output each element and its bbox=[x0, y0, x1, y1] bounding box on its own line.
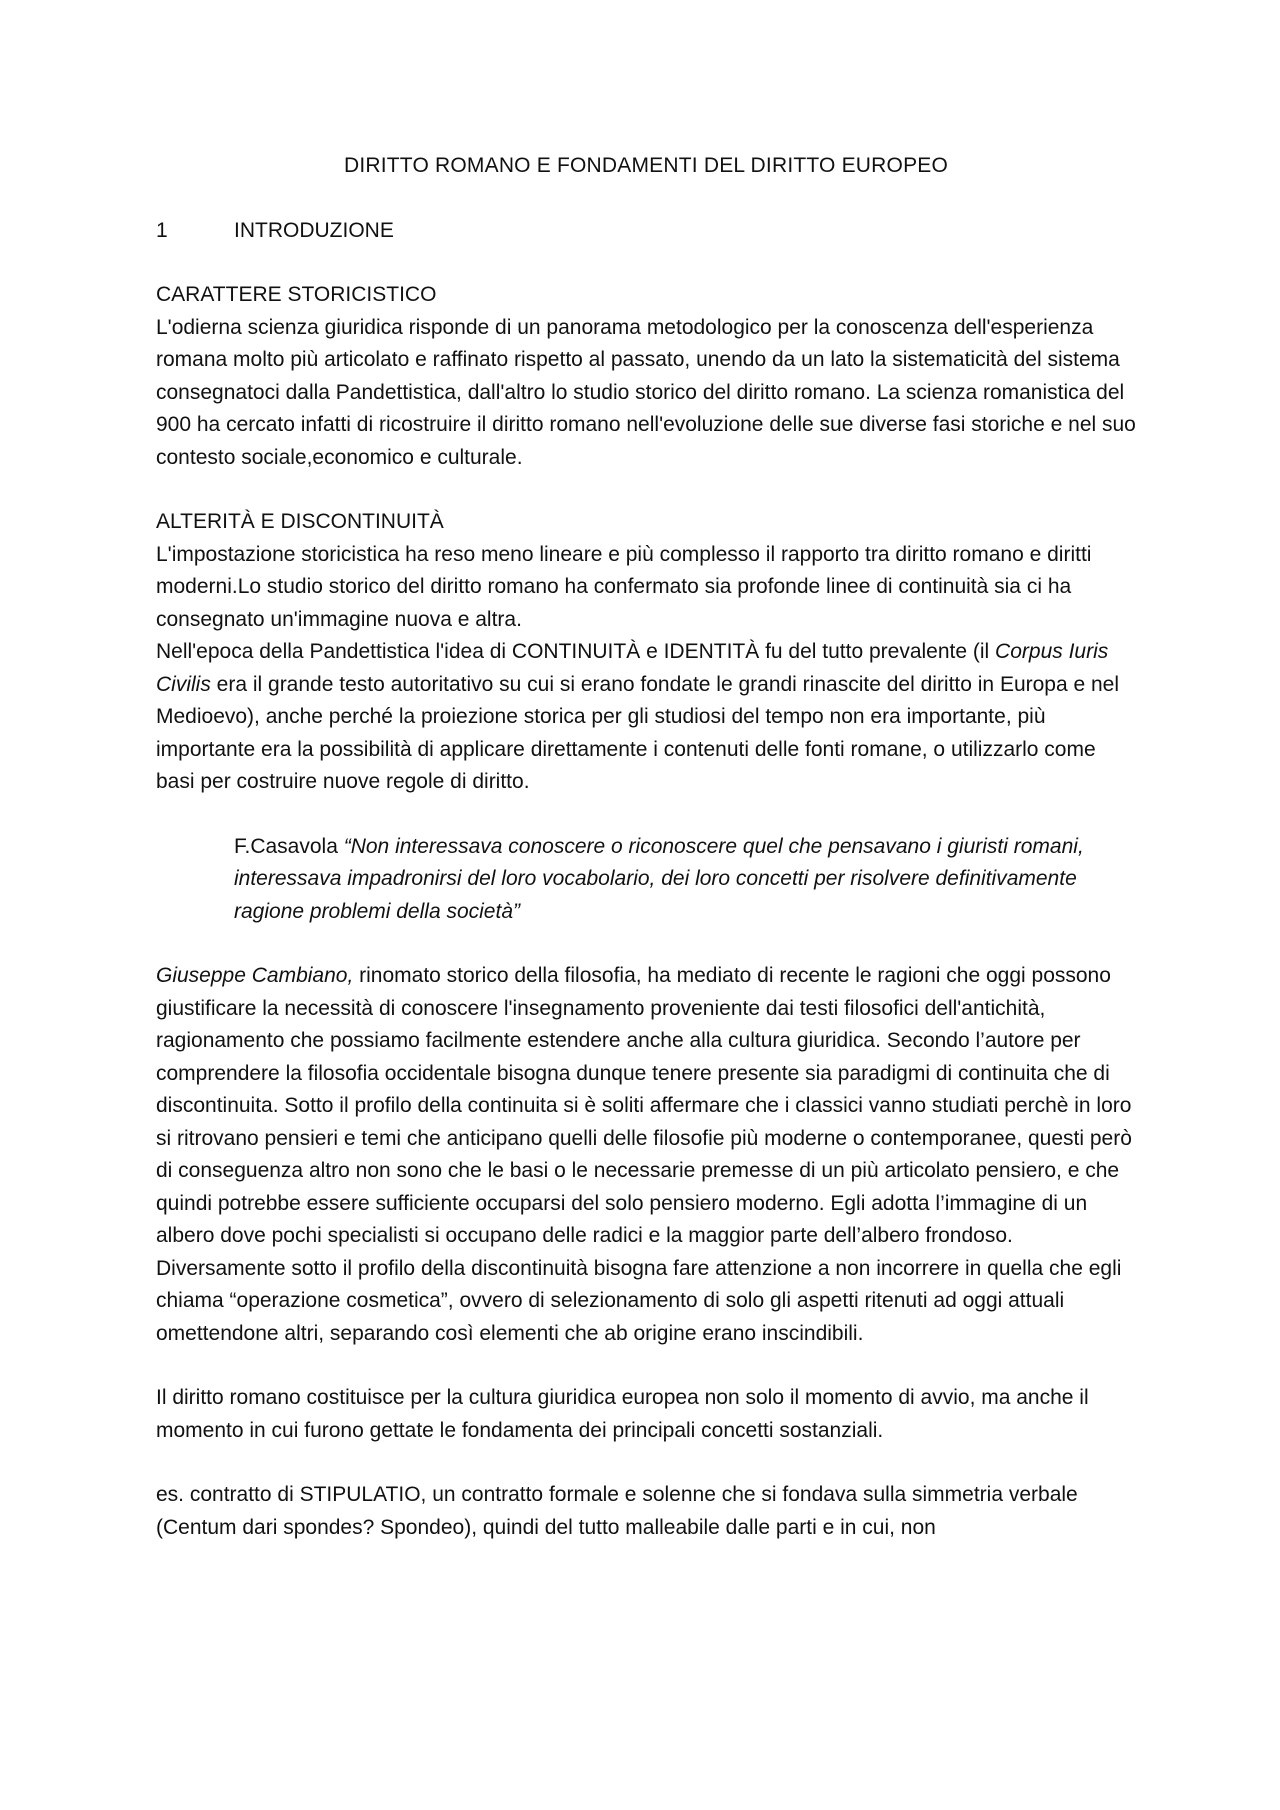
cambiano-name: Giuseppe Cambiano, bbox=[156, 964, 354, 987]
corpus-iuris-civilis: Corpus Iuris Civilis bbox=[156, 640, 1109, 696]
section-number: 1 bbox=[156, 218, 168, 242]
quote-author: F.Casavola bbox=[234, 834, 344, 858]
paragraph-stipulatio: es. contratto di STIPULATIO, un contratto formale e solenne che si fondava sulla simmetria verbale (Centum dari spondes? Spondeo), quindi del tutto malleabile dalle parti e in cui, non bbox=[156, 1483, 1078, 1539]
paragraph-alterita-2 bbox=[156, 636, 1136, 799]
paragraph-alterita-1: L'impostazione storicistica ha reso meno lineare e più complesso il rapporto tra diritto romano e diritti moderni.Lo studio storico del diritto romano ha confermato sia profonde linee di continuità sia ci ha consegnato un'immagine nuova e altra. bbox=[156, 542, 1092, 631]
paragraph-storicistico: L'odierna scienza giuridica risponde di un panorama metodologico per la conoscenza dell'esperienza romana molto più articolato e raffinato rispetto al passato, unendo da un lato la sistematicità del sistema consegnatoci dalla Pandettistica, dall'altro lo studio storico del diritto romano. La scienza romanistica del 900 ha cercato infatti di ricostruire il diritto romano nell'evoluzione delle sue diverse fasi storiche e nel suo contesto sociale,economico e culturale. bbox=[156, 315, 1136, 469]
subheading-alterita-discontinuita: ALTERITÀ E DISCONTINUITÀ bbox=[156, 510, 444, 533]
paragraph-avvio: Il diritto romano costituisce per la cultura giuridica europea non solo il momento di avvio, ma anche il momento in cui furono gettate le fondamenta dei principali concetti sostanziali. bbox=[156, 1386, 1089, 1442]
quote-text: “Non interessava conoscere o riconoscere quel che pensavano i giuristi romani, interessava impadronirsi del loro vocabolario, dei loro concetti per risolvere definitivamente ragione problemi della società” bbox=[234, 834, 1084, 923]
subheading-carattere-storicistico: CARATTERE STORICISTICO bbox=[156, 283, 437, 306]
paragraph-cambiano bbox=[156, 960, 1136, 1350]
document-title: DIRITTO ROMANO E FONDAMENTI DEL DIRITTO EUROPEO bbox=[343, 154, 949, 177]
paragraph-cambiano-body: rinomato storico della filosofia, ha mediato di recente le ragioni che oggi possono giustificare la necessità di conoscere l'insegnamento proveniente dai testi filosofici dell'antichità, ragionamento che possiamo facilmente estendere anche alla cultura giuridica. Secondo l’autore per comprendere la filosofia occidentale bisogna dunque tenere presente sia paradigmi di continuita che di discontinuita. Sotto il profilo della continuita si è soliti affermare che i classici vanno studiati perchè in loro si ritrovano pensieri e temi che anticipano quelli delle filosofie più moderne o contemporanee, questi però di conseguenza altro non sono che le basi o le necessarie premesse di un più articolato pensiero, e che quindi potrebbe essere sufficiente occuparsi del solo pensiero moderno. Egli adotta l’immagine di un albero dove pochi specialisti si occupano delle radici e la maggior parte dell’albero frondoso. Diversamente sotto il profilo della discontinuità bisogna fare attenzione a non incorrere in quella che egli chiama “operazione cosmetica”, ovvero di selezionamento di solo gli aspetti ritenuti ad oggi attuali omettendone altri, separando così elementi che ab origine erano inscindibili. bbox=[156, 964, 1132, 1345]
section-label: INTRODUZIONE bbox=[234, 218, 394, 242]
casavola-quote bbox=[234, 831, 1136, 929]
paragraph-alterita-2-after: era il grande testo autoritativo su cui si erano fondate le grandi rinascite del diritto in Europa e nel Medioevo), anche perché la proiezione storica per gli studiosi del tempo non era importante, più importante era la possibilità di applicare direttamente i contenuti delle fonti romane, o utilizzarlo come basi per costruire nuove regole di diritto. bbox=[156, 672, 1120, 793]
section-heading bbox=[156, 215, 1136, 248]
paragraph-alterita-2-before: Nell'epoca della Pandettistica l'idea di CONTINUITÀ e IDENTITÀ fu del tutto prevalente (il bbox=[156, 640, 996, 663]
document-page bbox=[156, 150, 1136, 1544]
